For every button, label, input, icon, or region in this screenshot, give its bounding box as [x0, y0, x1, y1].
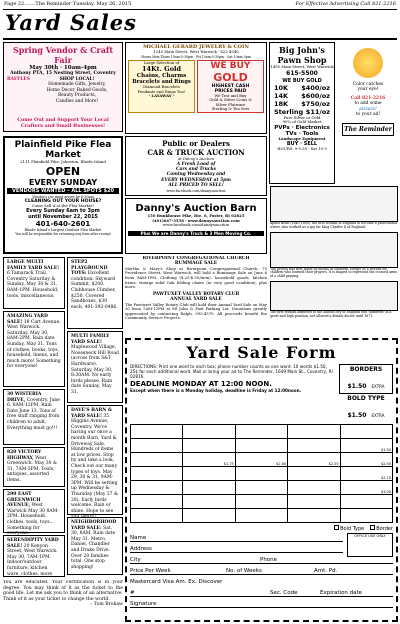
- pawn-we-buy: WE BUY GOLD: [282, 77, 322, 84]
- plainfield-flea-ad: [3, 136, 123, 254]
- gerard-we-buy: WE BUY: [210, 60, 251, 71]
- gerard-name: MICHAEL GERARD JEWELRY & COIN: [143, 44, 249, 50]
- price-marker: $2.50: [380, 462, 391, 466]
- flea-addr: 2111 Plainfield Pike, Johnston, Rhode Island: [20, 159, 106, 164]
- word-box[interactable]: [131, 467, 183, 481]
- classified-head: DAVE'S BARN & YARD SALE!: [71, 408, 112, 419]
- name-field[interactable]: [130, 535, 343, 542]
- comic-panel-2: [270, 232, 398, 268]
- gerard-r4: Gold & Silver Coins &: [209, 97, 252, 103]
- fair-place: Anthony PTA, 15 Nesting Street, Coventry: [10, 71, 116, 76]
- classified-ad: [67, 405, 123, 520]
- raffles-label: RAFFLES: [7, 77, 30, 82]
- gerard-l6: Pendants and Rings Too!: [137, 88, 186, 94]
- classified-head: AMAZING YARD SALE!: [7, 314, 48, 325]
- classified-head: MULTI FAMILY YARD SALE!: [71, 334, 110, 345]
- word-box[interactable]: [341, 425, 393, 439]
- fair-line-1: Homemade Gifts, Jewelry,: [48, 82, 106, 88]
- promo-l2: your eye!: [357, 87, 379, 93]
- quote-author: – Tom Brokaw: [90, 602, 123, 608]
- form-title: Yard Sale Form: [186, 343, 337, 362]
- word-box[interactable]: [131, 453, 183, 467]
- name-label: Name: [130, 535, 147, 541]
- gerard-r3: We Test and Buy: [214, 92, 247, 98]
- auction-l4: EVERY WEDNESDAY at 5pm: [161, 177, 231, 183]
- word-box[interactable]: [183, 425, 235, 439]
- rotary-body: The Pawtuxet Valley Rotary Club will hold their Annual Yard Sale on May 30 from 7AM-12PM at 88 John & Paul Parking Lot. Donations greatly appreciated by contacting Ralph, 595-4570. All proceeds benefit the Community Service Projects.: [125, 301, 267, 321]
- borders-extra: EXTRA: [371, 384, 385, 389]
- auction-at: at Danny's Auction: [177, 156, 215, 161]
- gerard-l1: Large Selection of: [143, 59, 180, 65]
- classified-head: STEP2 PLAYGROUND TOYS:: [71, 260, 108, 277]
- office-use-box: [347, 533, 393, 557]
- phone-label[interactable]: Phone: [260, 557, 278, 563]
- classifieds-column-2: [67, 257, 123, 577]
- gerard-l3: Chains, Charms: [136, 73, 187, 80]
- rotary-title: PAWTUXET VALLEY ROTARY CLUB: [152, 291, 240, 297]
- classified-ad: [3, 257, 65, 309]
- pawn-k2: 14K: [274, 91, 289, 100]
- no-weeks-label[interactable]: No. of Weeks: [226, 568, 262, 574]
- flea-cleaning: CLEANING OUT YOUR HOUSE?: [24, 198, 102, 204]
- flea-hours: Every Sunday 6am to 3pm: [26, 208, 100, 215]
- community-notices: [125, 256, 267, 336]
- danny-auction-barn-ad: [125, 198, 267, 254]
- card-number-row: [130, 590, 393, 597]
- flea-vendors: VENDORS WANTED – ALL SPOTS $20: [7, 188, 119, 194]
- gerard-l7: - LAYAWAY -: [148, 93, 175, 99]
- flea-until: until November 22, 2015: [28, 214, 98, 221]
- car-auction-ad: [125, 136, 267, 196]
- classified-head: 290 EAST GREENWICH AVENUE,: [7, 492, 41, 509]
- price-marker: $2.00: [276, 462, 287, 466]
- pawn-line-2: 90% of Gold Market: [282, 119, 322, 125]
- word-box[interactable]: [131, 439, 183, 453]
- pawn-p3: $750/oz: [301, 99, 330, 108]
- signature-label: Signature: [130, 601, 157, 607]
- word-box[interactable]: [236, 439, 288, 453]
- danny-addr: 150 Bunkhouse Pike, Rte. 6, Foster, RI 02825: [147, 213, 245, 218]
- gerard-jewelry-ad: [125, 42, 267, 134]
- sec-code-label[interactable]: Sec. Code: [270, 590, 298, 596]
- price-marker: $1.50: [380, 448, 391, 452]
- bold-price: $1.50: [347, 412, 367, 419]
- title-rule: [3, 38, 397, 40]
- word-box[interactable]: [236, 467, 288, 481]
- pawn-buy-sell: BUY · SELL: [286, 141, 318, 148]
- word-box[interactable]: [341, 495, 393, 509]
- pawn-p2: $600/oz: [301, 91, 330, 100]
- word-box[interactable]: [183, 453, 235, 467]
- auction-l3: Coming Wednesday and: [166, 172, 226, 178]
- danny-phone: (401)647-3558 · www.dannysauction.com: [152, 217, 240, 223]
- flea-fine: You will be responsible for returning any item after receipt: [15, 232, 111, 237]
- classified-ad: [3, 311, 65, 387]
- classified-ad: [3, 489, 65, 537]
- price-marker: $2.75: [380, 476, 391, 480]
- pawn-k4: Sterling: [274, 107, 304, 116]
- office-label: OFFICE USE ONLY: [354, 534, 386, 538]
- word-box[interactable]: [288, 467, 340, 481]
- pawn-line-3: PVPs · Electronics: [274, 124, 330, 131]
- flea-cleaning-2: Come Sell it at the Flea Market!: [31, 202, 95, 208]
- word-box[interactable]: [341, 509, 393, 523]
- comic-panel-1: [270, 186, 398, 222]
- page-header-right: For Effective Advertising Call 821-2216: [295, 1, 396, 7]
- fair-line-2: Home Decor, Baked Goods,: [46, 87, 108, 93]
- city-label[interactable]: City: [130, 557, 141, 563]
- payment-row: [130, 568, 393, 575]
- bold-type-label: Bold Type: [340, 526, 365, 532]
- fair-date: May 30th · 10am-4pm: [29, 65, 97, 71]
- section-title: Yard Sales: [5, 10, 137, 35]
- word-box[interactable]: [288, 495, 340, 509]
- word-box[interactable]: [131, 425, 183, 439]
- yard-sale-form: [125, 338, 398, 622]
- gerard-l5: Diamond Bracelets: [143, 84, 180, 90]
- word-box[interactable]: [341, 481, 393, 495]
- gerard-l4: Bracelets and Rings: [132, 79, 191, 86]
- bold-extra: EXTRA: [371, 413, 385, 418]
- fair-line-4: Candles and More!: [55, 98, 99, 104]
- classified-head: SERENDIPITY YARD SALE!: [7, 538, 59, 549]
- gerard-r2: PRICES PAID: [214, 88, 247, 94]
- gerard-r1: HIGHEST CASH: [211, 83, 250, 89]
- danny-web: www.facebook.com/dannysauction: [162, 222, 230, 228]
- promo-l3: Call 821-2216: [350, 95, 386, 101]
- pawn-p1: $400/oz: [301, 83, 330, 92]
- borders-price: $1.50: [347, 383, 367, 390]
- word-box[interactable]: [341, 453, 393, 467]
- word-box[interactable]: [341, 439, 393, 453]
- bold-label: BOLD TYPE: [347, 395, 385, 402]
- borders-label: BORDERS: [349, 366, 383, 373]
- address-label: Address: [130, 546, 152, 552]
- classified-ad: [67, 331, 123, 403]
- history-comic: [270, 186, 398, 334]
- promo-l1: Color catches: [352, 82, 384, 87]
- word-box[interactable]: [183, 467, 235, 481]
- word-box[interactable]: [288, 509, 340, 523]
- auction-l1: A Fresh Load of: [176, 161, 216, 167]
- danny-name: Danny's Auction Barn: [135, 203, 257, 214]
- pawn-k3: 18K: [274, 99, 289, 108]
- price-marker: $3.00: [380, 490, 391, 494]
- danny-footer: Plus We are Danny's Truck & 3 Men Moving Co.: [128, 231, 264, 236]
- gerard-r5: Silver Flatware: [215, 101, 246, 107]
- form-deadline: DEADLINE MONDAY AT 12:00 NOON.: [130, 380, 272, 388]
- classified-head: 30 WISTERIA DRIVE,: [7, 392, 42, 403]
- color-promo: [338, 42, 398, 184]
- gerard-l2: 14Kt. Gold: [141, 65, 182, 74]
- flea-title: Plainfield Pike Flea Market: [14, 140, 112, 160]
- word-box[interactable]: [236, 509, 288, 523]
- promo-l4: to add some: [354, 101, 382, 107]
- border-label: Border: [376, 526, 393, 532]
- card-number-label[interactable]: #: [130, 590, 135, 596]
- classified-body: West Warwick May 30 8AM-2PM. Household, clothes, tools, toys... Something for everyone.: [7, 503, 59, 537]
- classified-body: 18 Cart Avenue, West Warwick. Saturday, May 30, 8AM-2PM. Rain date Sunday, May 31. Tons of clothes, books, toys, household, linens, and much more! Something for everyone!: [7, 319, 61, 370]
- price-marker: $1.75: [223, 462, 234, 466]
- flea-rhode: Rhode Island's Largest Outdoor Flea Market: [24, 228, 102, 233]
- classified-body: 20 Kenyon Street, West Warwick. May 30, 7AM-1PM. Indoor/outdoor furniture, kitchen ware, clothes, more: [7, 543, 58, 577]
- pawn-line-1: Pure Silver or Gold: [283, 114, 321, 120]
- word-box[interactable]: [288, 453, 340, 467]
- pawn-phone: 615-5500: [286, 69, 318, 77]
- city-phone-row: [130, 557, 393, 564]
- fair-title: Spring Vendor & Craft Fair: [12, 45, 114, 65]
- form-directions: DIRECTIONS: Print one word to each box; phone number counts as one word. 10 words $1.50, 25¢ for each additional word. Mail or bring your ad to The Reminder, 1649 Main St., Coventry, RI 02816.: [130, 364, 333, 379]
- flea-every: EVERY SUNDAY: [28, 177, 98, 187]
- gerard-hours: Hours Mon-Thurs 10am-5:30pm · Fri 10am-5:30pm · Sat 10am-3pm: [141, 54, 251, 59]
- classified-ad: [3, 535, 65, 577]
- fair-footer: Come Out and Support Your Local Crafters and Small Businesses!: [17, 117, 109, 129]
- classified-ad: [3, 447, 65, 487]
- signature-field[interactable]: [130, 601, 393, 608]
- pawn-addr: 1495 Main Street, West Warwick: [270, 64, 334, 69]
- word-box[interactable]: [236, 453, 288, 467]
- auction-web: www.facebook.com/dannysauction: [166, 188, 226, 193]
- fair-line-3: Beauty Products,: [57, 93, 97, 99]
- word-box[interactable]: [288, 481, 340, 495]
- promo-l5: pizzazz!: [359, 106, 377, 112]
- pawn-k1: 10K: [274, 83, 289, 92]
- card-type-row[interactable]: [130, 579, 393, 585]
- form-except: Except when there is a Monday holiday, deadline is Friday at 12:00noon.: [130, 388, 302, 393]
- auction-l5: ALL PRICED TO SELL!: [168, 183, 224, 189]
- word-box[interactable]: [236, 495, 288, 509]
- church-title: RIVERPOINT CONGREGATIONAL CHURCH: [142, 256, 250, 261]
- auction-title-2: CAR & TRUCK AUCTION: [147, 148, 245, 157]
- flea-phone: 401-640-2601: [35, 220, 91, 229]
- comic-caption-1: Aphra Behn (1640-1689), the first woman in England to become a professional writer, also worked as a spy for King Charles II of England.: [270, 221, 398, 229]
- shop-local: SHOP LOCAL!: [59, 77, 95, 82]
- promo-l6: to your ad!: [355, 112, 381, 118]
- word-box[interactable]: [183, 481, 235, 495]
- expiration-label[interactable]: Expiration date: [320, 590, 363, 596]
- flea-open: OPEN: [45, 164, 81, 178]
- price-week-label[interactable]: Price Per Week: [130, 568, 171, 574]
- pawn-line-4: TVs · Tools: [285, 130, 319, 137]
- pawn-p4: $11/oz: [305, 107, 330, 116]
- word-box[interactable]: [288, 425, 340, 439]
- border-checkbox[interactable]: [370, 525, 393, 532]
- word-box[interactable]: [288, 439, 340, 453]
- price-marker: $2.25: [328, 462, 339, 466]
- classified-body: 6 Tamarack Trail, Coventry Saturday & Sunday, May 30 & 31, 8AM-1PM. Household, tools, miscellaneous.: [7, 271, 59, 299]
- gerard-gold: GOLD: [213, 70, 248, 84]
- classifieds-column-1: [3, 257, 65, 577]
- classified-body: West Greenwich. May 30 & 31, 7AM-5PM. Tools, antiques, assorted items.: [7, 455, 57, 483]
- word-box[interactable]: [183, 509, 235, 523]
- word-grid: [130, 424, 393, 523]
- card-types-label: Mastercard Visa Am. Ex. Discover: [130, 579, 223, 585]
- bold-type-checkbox[interactable]: [334, 525, 364, 532]
- classified-head: NEIGHBORHOOD YARD SALE:: [71, 520, 117, 531]
- auction-title-1: Public or Dealers: [162, 139, 230, 148]
- classified-head: 820 VICTORY HIGHWAY,: [7, 450, 42, 461]
- comic-caption-3: The first woman admitted to the Ashton city of England was 'admitted' in a great and high position, not allowed a female doctor until 1871.: [270, 309, 392, 318]
- spring-fair-ad: [3, 42, 123, 132]
- quote-block: [3, 580, 123, 622]
- pawn-shop-ad: [269, 42, 335, 184]
- word-box[interactable]: [183, 439, 235, 453]
- classified-ad: [3, 389, 65, 445]
- word-box[interactable]: [131, 481, 183, 495]
- classified-head: LARGE MULTI FAMILY YARD SALE!: [7, 260, 60, 271]
- classified-ad: [67, 257, 123, 329]
- word-box[interactable]: [341, 467, 393, 481]
- pawn-hours: HOURS: 9-5:30 · Sat 10-3: [277, 146, 327, 152]
- auction-l2: Cars and Trucks: [176, 167, 216, 172]
- comic-caption-2: The proton was first made by monks in southern Europe as a reward for children who learned their prayers. It is shaped to represent the crossed arms of a child praying.: [270, 266, 398, 279]
- word-box[interactable]: [183, 495, 235, 509]
- comic-panel-3: [270, 281, 398, 311]
- word-box[interactable]: [236, 425, 288, 439]
- gerard-addr: 1245 Main Street, West Warwick · 822-4540: [153, 49, 239, 54]
- classified-body: Maplewood Village, Nooseneck Hill Road (across from S&T Hardware). Saturday, May 30, 8:30AM. No early birds please. Rain date Sunday, May 31.: [71, 345, 119, 395]
- word-box[interactable]: [236, 481, 288, 495]
- classified-body: Coventry. June 6, 8AM-12PM. Rain Date June 13. Tons of free stuff ranging from children to adult. Everything must go!!!: [7, 397, 60, 431]
- lightbulb-icon: [353, 48, 383, 78]
- quote-text: You are educated. Your certification is in your degree. You may think of it as the ticket to the good life. Let me ask you to think of an alternative. Think of it as your ticket to change the world.: [3, 580, 123, 602]
- classified-body: Excellent condition: Skyward Summit, $200. Clubhouse Climber, $250. Covered Sandboxes, $30 each. 401-392-0486.: [71, 271, 118, 310]
- church-subtitle: RUMMAGE SALE: [174, 261, 218, 267]
- pawn-name: Big John's Pawn Shop: [277, 45, 327, 65]
- rotary-subtitle: ANNUAL YARD SALE: [170, 297, 222, 303]
- church-body: Martha & Mary's Shop at Riverpoint Congregational Church, 75 Providence Street, West Warwick, will hold a Rummage Sale on June 6 from 9AM-1PM. Clothing ($.25-$.50/item), household goods, kitchen items, vintage solid Oak folding chairs (in very good condition), plus more.: [125, 265, 267, 290]
- page-header-left: Page 22.......The Reminder Tuesday, May 26, 2015: [4, 1, 132, 7]
- classified-body: 35 Higgins Avenue, Coventry. We're having our once a month Barn, Yard & Driveway Sale. Hundreds of items at low prices. Stop by and take a look. Check out our many types of toys. May 29, 30 & 31, 9AM-3PM. Will be setting up Wednesday & Thursday (May 27 & 28). Early birds welcome. Rain or shine. Hope to see you there!!: [71, 413, 118, 520]
- flea-vendor-note: Vendor's car must arrive by 6:30am: [32, 194, 94, 199]
- classified-body: Sat. 30, 8AM. Rain date May 31. Metro, Daniel, Chandler and Drake Drive. Over 20 families total. One stop shopping!: [71, 525, 116, 570]
- word-box[interactable]: [131, 495, 183, 509]
- pawn-line-5: Landscape Equipment: [278, 135, 326, 141]
- word-box[interactable]: [131, 509, 183, 523]
- promo-brand: The Reminder: [344, 126, 392, 134]
- gerard-r6: Sterling & Tea Sets: [211, 106, 250, 112]
- amount-paid-label[interactable]: Amt. Pd.: [314, 568, 338, 574]
- address-field[interactable]: [130, 546, 343, 553]
- classified-ad: [67, 517, 123, 575]
